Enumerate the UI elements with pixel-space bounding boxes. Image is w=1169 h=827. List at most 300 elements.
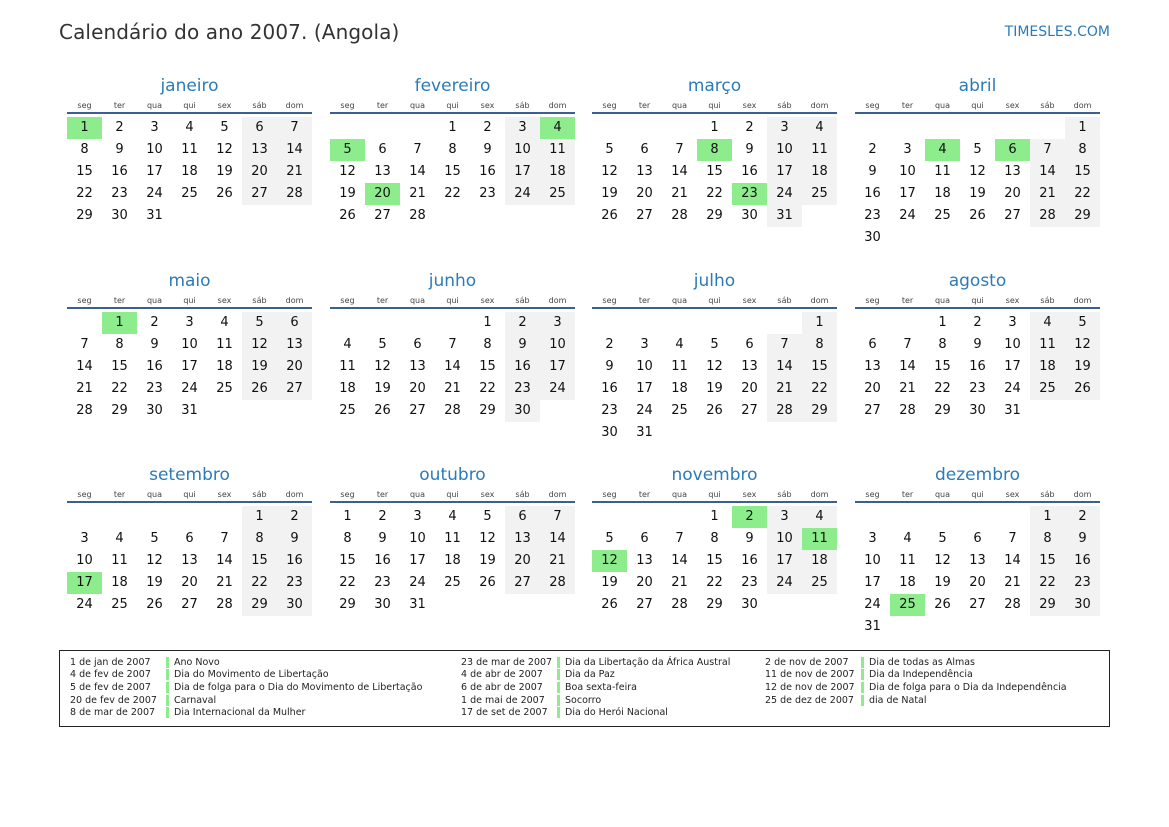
day-cell: 3	[505, 117, 540, 139]
day-cell: 18	[899, 575, 916, 590]
day-cell: 31	[864, 619, 881, 634]
day-cell: 15	[242, 550, 277, 572]
weekday-header	[592, 489, 837, 503]
day-cell: 18	[802, 161, 837, 183]
month-name: julho	[693, 271, 736, 291]
holiday-row	[461, 694, 730, 707]
day-cell: 22	[934, 381, 951, 396]
day-cell: 7	[767, 334, 802, 356]
day-cell: 3	[1008, 315, 1017, 330]
empty-cell	[400, 117, 435, 139]
day-cell: 13	[969, 553, 986, 568]
holiday-row	[461, 656, 730, 669]
day-cell: 9	[378, 531, 387, 546]
day-cell: 30	[741, 597, 758, 612]
weekday-label: ter	[638, 101, 651, 110]
day-cell: 31	[767, 205, 802, 227]
day-cell: 20	[864, 381, 881, 396]
holiday-date: 4 de abr de 2007	[461, 669, 543, 681]
day-cell: 21	[444, 381, 461, 396]
day-cell: 28	[540, 572, 575, 594]
day-cell: 16	[741, 164, 758, 179]
holiday-column-2	[461, 656, 730, 719]
day-cell: 4	[448, 509, 457, 524]
day-grid	[592, 114, 837, 227]
day-cell: 5	[938, 531, 947, 546]
holiday-row	[461, 681, 730, 694]
day-cell: 30	[277, 594, 312, 616]
day-cell: 30	[111, 208, 128, 223]
day-cell: 2	[505, 312, 540, 334]
day-cell: 16	[601, 381, 618, 396]
weekday-label: sáb	[777, 490, 792, 499]
day-cell: 24	[864, 597, 881, 612]
day-cell: 22	[339, 575, 356, 590]
weekday-label: seg	[77, 490, 92, 499]
empty-cell	[330, 312, 365, 334]
weekday-label: sex	[742, 490, 757, 499]
month-name: fevereiro	[414, 76, 491, 96]
day-cell: 8	[802, 334, 837, 356]
day-cell: 4	[343, 337, 352, 352]
holiday-marker	[166, 657, 169, 668]
holiday-row	[461, 706, 730, 719]
empty-cell	[767, 312, 802, 334]
day-cell: 13	[181, 553, 198, 568]
day-cell: 13	[1004, 164, 1021, 179]
weekday-label: sex	[1005, 101, 1020, 110]
day-cell: 13	[277, 334, 312, 356]
empty-cell	[890, 312, 925, 334]
day-cell: 14	[540, 528, 575, 550]
weekday-header	[592, 295, 837, 309]
day-cell: 6	[505, 506, 540, 528]
month-name: janeiro	[160, 76, 219, 96]
day-cell: 3	[80, 531, 89, 546]
holiday-marker	[166, 707, 169, 718]
day-cell: 4	[802, 117, 837, 139]
day-cell: 30	[1065, 594, 1100, 616]
day-cell: 21	[277, 161, 312, 183]
weekday-label: qui	[971, 490, 984, 499]
weekday-label: seg	[865, 101, 880, 110]
day-cell: 25	[444, 575, 461, 590]
day-cell: 25	[1030, 378, 1065, 400]
day-cell: 19	[706, 381, 723, 396]
weekday-label: qui	[708, 296, 721, 305]
empty-cell	[662, 117, 697, 139]
day-cell: 29	[339, 597, 356, 612]
day-grid	[592, 309, 837, 444]
weekday-label: seg	[77, 101, 92, 110]
day-grid	[330, 503, 575, 616]
day-cell: 29	[76, 208, 93, 223]
day-cell: 26	[374, 403, 391, 418]
day-cell: 16	[111, 164, 128, 179]
day-cell: 11	[1030, 334, 1065, 356]
holiday-day-cell: 12	[592, 550, 627, 572]
day-cell: 22	[1030, 572, 1065, 594]
empty-cell	[627, 312, 662, 334]
day-cell: 12	[706, 359, 723, 374]
weekday-label: qua	[146, 490, 163, 499]
day-cell: 28	[671, 597, 688, 612]
day-cell: 16	[505, 356, 540, 378]
day-cell: 1	[1065, 117, 1100, 139]
day-cell: 1	[710, 120, 719, 135]
brand-link[interactable]: TIMESLES.COM	[1004, 24, 1110, 40]
weekday-label: seg	[865, 296, 880, 305]
empty-cell	[732, 312, 767, 334]
day-cell: 7	[277, 117, 312, 139]
day-cell: 4	[1030, 312, 1065, 334]
day-cell: 29	[479, 403, 496, 418]
holiday-date: 11 de nov de 2007	[765, 669, 855, 681]
day-cell: 13	[374, 164, 391, 179]
day-cell: 25	[802, 572, 837, 594]
day-cell: 31	[636, 425, 653, 440]
day-cell: 28	[1004, 597, 1021, 612]
day-cell: 7	[448, 337, 457, 352]
day-cell: 25	[934, 208, 951, 223]
holiday-day-cell: 17	[67, 572, 102, 594]
weekday-label: ter	[901, 296, 914, 305]
holiday-name: Dia da Paz	[565, 669, 615, 681]
day-cell: 28	[76, 403, 93, 418]
day-cell: 11	[339, 359, 356, 374]
holiday-date: 17 de set de 2007	[461, 707, 548, 719]
holiday-row	[70, 706, 422, 719]
day-cell: 5	[1065, 312, 1100, 334]
day-cell: 24	[540, 378, 575, 400]
weekday-label: sáb	[515, 296, 530, 305]
day-cell: 23	[146, 381, 163, 396]
day-cell: 9	[745, 531, 754, 546]
holiday-day-cell: 6	[995, 139, 1030, 161]
day-grid	[855, 114, 1100, 249]
weekday-label: ter	[901, 490, 914, 499]
holiday-date: 1 de jan de 2007	[70, 656, 151, 668]
day-cell: 12	[969, 164, 986, 179]
holiday-row	[765, 656, 1067, 669]
day-cell: 6	[413, 337, 422, 352]
weekday-label: qua	[409, 490, 426, 499]
day-cell: 31	[409, 597, 426, 612]
day-grid	[330, 309, 575, 422]
day-grid	[67, 503, 312, 616]
day-cell: 7	[413, 142, 422, 157]
weekday-label: seg	[77, 296, 92, 305]
holiday-name: Dia da Independência	[869, 669, 973, 681]
day-cell: 27	[1004, 208, 1021, 223]
day-cell: 9	[605, 359, 614, 374]
empty-cell	[592, 506, 627, 528]
day-cell: 22	[242, 572, 277, 594]
day-cell: 14	[767, 356, 802, 378]
day-cell: 20	[277, 356, 312, 378]
day-cell: 11	[540, 139, 575, 161]
day-cell: 19	[601, 575, 618, 590]
empty-cell	[855, 117, 890, 139]
day-cell: 15	[444, 164, 461, 179]
day-cell: 18	[671, 381, 688, 396]
weekday-label: qui	[446, 101, 459, 110]
empty-cell	[960, 117, 995, 139]
holiday-name: Ano Novo	[174, 656, 220, 668]
day-cell: 5	[242, 312, 277, 334]
month-name: novembro	[671, 465, 758, 485]
weekday-label: ter	[113, 296, 126, 305]
weekday-label: qui	[183, 101, 196, 110]
month-name: setembro	[149, 465, 230, 485]
weekday-label: seg	[340, 296, 355, 305]
day-cell: 30	[969, 403, 986, 418]
empty-cell	[855, 312, 890, 334]
day-cell: 29	[111, 403, 128, 418]
holiday-marker	[166, 682, 169, 693]
weekday-label: dom	[285, 490, 304, 499]
weekday-label: qua	[409, 296, 426, 305]
day-grid	[67, 114, 312, 227]
day-cell: 8	[343, 531, 352, 546]
day-cell: 24	[146, 186, 163, 201]
day-cell: 26	[242, 378, 277, 400]
holiday-marker	[166, 695, 169, 706]
holiday-date: 5 de fev de 2007	[70, 681, 151, 693]
empty-cell	[995, 117, 1030, 139]
weekday-label: seg	[865, 490, 880, 499]
weekday-label: dom	[1073, 296, 1092, 305]
day-cell: 28	[671, 208, 688, 223]
day-cell: 4	[185, 120, 194, 135]
day-cell: 30	[864, 230, 881, 245]
day-cell: 19	[146, 575, 163, 590]
day-cell: 3	[868, 531, 877, 546]
empty-cell	[627, 506, 662, 528]
holiday-day-cell: 1	[102, 312, 137, 334]
empty-cell	[925, 117, 960, 139]
day-cell: 11	[216, 337, 233, 352]
day-cell: 23	[479, 186, 496, 201]
day-cell: 3	[540, 312, 575, 334]
day-cell: 12	[242, 334, 277, 356]
weekday-label: seg	[602, 490, 617, 499]
day-cell: 27	[277, 378, 312, 400]
weekday-label: qua	[671, 296, 688, 305]
weekday-header	[855, 295, 1100, 309]
day-cell: 19	[339, 186, 356, 201]
day-cell: 14	[76, 359, 93, 374]
empty-cell	[592, 312, 627, 334]
weekday-label: seg	[602, 296, 617, 305]
day-cell: 5	[605, 531, 614, 546]
day-cell: 5	[150, 531, 159, 546]
day-cell: 27	[181, 597, 198, 612]
day-cell: 24	[636, 403, 653, 418]
day-cell: 15	[339, 553, 356, 568]
day-cell: 18	[339, 381, 356, 396]
holiday-name: Boa sexta-feira	[565, 681, 637, 693]
day-cell: 1	[448, 120, 457, 135]
day-cell: 22	[1065, 183, 1100, 205]
weekday-label: sex	[1005, 296, 1020, 305]
weekday-label: seg	[340, 101, 355, 110]
day-cell: 2	[605, 337, 614, 352]
day-cell: 31	[1004, 403, 1021, 418]
day-cell: 19	[969, 186, 986, 201]
day-cell: 2	[973, 315, 982, 330]
weekday-header	[855, 489, 1100, 503]
day-cell: 10	[505, 139, 540, 161]
empty-cell	[890, 117, 925, 139]
day-cell: 9	[745, 142, 754, 157]
weekday-label: sex	[480, 490, 495, 499]
day-cell: 15	[479, 359, 496, 374]
day-cell: 24	[505, 183, 540, 205]
empty-cell	[592, 117, 627, 139]
day-cell: 14	[409, 164, 426, 179]
day-cell: 14	[671, 164, 688, 179]
day-cell: 16	[1065, 550, 1100, 572]
empty-cell	[365, 117, 400, 139]
holiday-day-cell: 11	[802, 528, 837, 550]
day-cell: 6	[277, 312, 312, 334]
empty-cell	[995, 506, 1030, 528]
day-cell: 11	[671, 359, 688, 374]
day-cell: 30	[601, 425, 618, 440]
day-cell: 4	[115, 531, 124, 546]
day-cell: 24	[767, 183, 802, 205]
weekday-label: dom	[810, 101, 829, 110]
day-cell: 27	[505, 572, 540, 594]
weekday-label: sáb	[1040, 101, 1055, 110]
empty-cell	[925, 506, 960, 528]
weekday-label: seg	[602, 101, 617, 110]
holiday-name: Dia Internacional da Mulher	[174, 707, 306, 719]
day-cell: 3	[903, 142, 912, 157]
weekday-label: qui	[183, 490, 196, 499]
day-cell: 2	[150, 315, 159, 330]
weekday-label: ter	[638, 490, 651, 499]
month-name: março	[687, 76, 742, 96]
day-cell: 24	[181, 381, 198, 396]
day-cell: 10	[767, 139, 802, 161]
day-cell: 12	[601, 164, 618, 179]
holiday-day-cell: 5	[330, 139, 365, 161]
day-cell: 23	[969, 381, 986, 396]
holiday-day-cell: 25	[890, 594, 925, 616]
day-cell: 20	[636, 575, 653, 590]
holiday-marker	[861, 682, 864, 693]
day-cell: 1	[802, 312, 837, 334]
day-cell: 27	[969, 597, 986, 612]
holiday-name: Socorro	[565, 694, 602, 706]
month-name: abril	[958, 76, 997, 96]
day-cell: 11	[111, 553, 128, 568]
weekday-label: sex	[217, 490, 232, 499]
day-cell: 8	[1030, 528, 1065, 550]
day-cell: 25	[111, 597, 128, 612]
day-cell: 14	[899, 359, 916, 374]
day-cell: 12	[479, 531, 496, 546]
holiday-name: Dia do Movimento de Libertação	[174, 669, 329, 681]
month-7	[592, 270, 837, 444]
empty-cell	[435, 312, 470, 334]
day-cell: 1	[938, 315, 947, 330]
holiday-date: 6 de abr de 2007	[461, 681, 543, 693]
month-2	[330, 75, 575, 227]
empty-cell	[400, 312, 435, 334]
holiday-row	[70, 694, 422, 707]
day-cell: 12	[374, 359, 391, 374]
day-cell: 9	[277, 528, 312, 550]
day-cell: 23	[111, 186, 128, 201]
day-cell: 16	[969, 359, 986, 374]
day-cell: 21	[216, 575, 233, 590]
day-cell: 1	[343, 509, 352, 524]
weekday-label: sáb	[515, 101, 530, 110]
weekday-label: ter	[376, 296, 389, 305]
day-cell: 10	[767, 528, 802, 550]
day-cell: 26	[969, 208, 986, 223]
day-cell: 26	[339, 208, 356, 223]
day-cell: 16	[277, 550, 312, 572]
day-cell: 17	[540, 356, 575, 378]
holiday-row	[765, 694, 1067, 707]
day-cell: 31	[181, 403, 198, 418]
holiday-marker	[861, 657, 864, 668]
day-cell: 12	[216, 142, 233, 157]
month-6	[330, 270, 575, 422]
day-cell: 13	[505, 528, 540, 550]
holiday-marker	[557, 682, 560, 693]
day-cell: 3	[767, 117, 802, 139]
holiday-day-cell: 2	[732, 506, 767, 528]
day-cell: 19	[934, 575, 951, 590]
holiday-date: 1 de mai de 2007	[461, 694, 545, 706]
holiday-day-cell: 4	[540, 117, 575, 139]
day-cell: 15	[1065, 161, 1100, 183]
holiday-day-cell: 4	[925, 139, 960, 161]
day-grid	[855, 503, 1100, 638]
day-cell: 26	[146, 597, 163, 612]
holiday-row	[70, 681, 422, 694]
day-cell: 20	[636, 186, 653, 201]
day-cell: 17	[181, 359, 198, 374]
day-cell: 1	[710, 509, 719, 524]
holiday-day-cell: 20	[365, 183, 400, 205]
day-cell: 23	[505, 378, 540, 400]
day-cell: 15	[802, 356, 837, 378]
day-cell: 21	[1004, 575, 1021, 590]
day-cell: 21	[671, 186, 688, 201]
day-cell: 19	[479, 553, 496, 568]
day-cell: 13	[864, 359, 881, 374]
day-cell: 7	[1030, 139, 1065, 161]
weekday-header	[330, 100, 575, 114]
month-4	[855, 75, 1100, 249]
day-cell: 18	[216, 359, 233, 374]
day-cell: 21	[767, 378, 802, 400]
day-cell: 2	[483, 120, 492, 135]
day-cell: 3	[150, 120, 159, 135]
day-cell: 9	[868, 164, 877, 179]
day-cell: 7	[1008, 531, 1017, 546]
day-cell: 14	[1030, 161, 1065, 183]
day-cell: 8	[448, 142, 457, 157]
day-cell: 20	[505, 550, 540, 572]
day-cell: 29	[706, 597, 723, 612]
